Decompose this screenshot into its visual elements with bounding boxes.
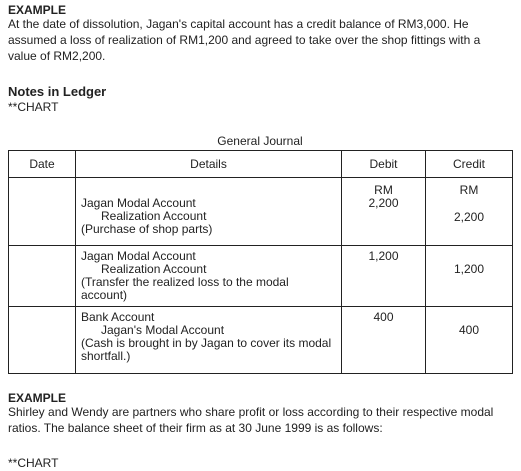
header-details: Details — [76, 151, 342, 178]
credit-amount: 400 — [458, 323, 480, 337]
debit-amount: 1,200 — [368, 249, 399, 263]
table-header-row — [9, 151, 513, 178]
debit-account: Bank Account — [81, 310, 155, 324]
header-debit: Debit — [342, 151, 426, 178]
narration-continued: shortfall.) — [81, 349, 131, 363]
credit-account: Jagan's Modal Account — [101, 323, 225, 337]
details-cell — [76, 178, 342, 246]
narration: (Transfer the realized loss to the modal account) — [81, 275, 289, 302]
example-paragraph: At the date of dissolution, Jagan's capital account has a credit balance of RM3,000. He assumed a loss of realization of RM1,200 and agreed to take over the shop fittings with a value of RM2,200. — [8, 17, 481, 63]
credit-amount: 2,200 — [453, 210, 485, 224]
example-paragraph-2: Shirley and Wendy are partners who share profit or loss according to their respective modal ratios. The balance sheet of their firm as at 30 June 1999 is as follows: — [8, 405, 494, 435]
narration: (Cash is brought in by Jagan to cover its modal — [81, 336, 332, 350]
debit-cell — [342, 246, 426, 307]
chart-placeholder: **CHART — [8, 100, 59, 114]
chart-placeholder-2: **CHART — [8, 456, 59, 470]
debit-cell — [342, 307, 426, 374]
details-cell — [76, 307, 342, 374]
journal-title: General Journal — [217, 134, 303, 148]
general-journal-table — [8, 150, 513, 374]
table-row — [9, 246, 513, 307]
table-row — [9, 307, 513, 374]
debit-amount: 2,200 — [368, 196, 399, 210]
notes-heading: Notes in Ledger — [8, 84, 107, 99]
debit-account: Jagan Modal Account — [81, 249, 196, 263]
example-heading-2: EXAMPLE — [8, 391, 67, 405]
debit-cell — [342, 178, 426, 246]
header-date: Date — [9, 151, 76, 178]
details-cell — [76, 246, 342, 307]
date-cell — [9, 307, 76, 374]
header-credit: Credit — [426, 151, 513, 178]
narration: (Purchase of shop parts) — [81, 222, 213, 236]
date-cell — [9, 178, 76, 246]
debit-account: Jagan Modal Account — [81, 196, 196, 210]
table-row — [9, 178, 513, 246]
debit-amount: 400 — [373, 310, 394, 324]
credit-account: Realization Account — [101, 262, 207, 276]
date-cell — [9, 246, 76, 307]
credit-amount: 1,200 — [453, 262, 485, 276]
credit-cell — [426, 307, 513, 374]
credit-unit: RM — [459, 183, 479, 197]
debit-unit: RM — [374, 183, 393, 197]
credit-account: Realization Account — [101, 209, 207, 223]
example-heading: EXAMPLE — [8, 3, 67, 17]
credit-cell — [426, 246, 513, 307]
credit-cell — [426, 178, 513, 246]
